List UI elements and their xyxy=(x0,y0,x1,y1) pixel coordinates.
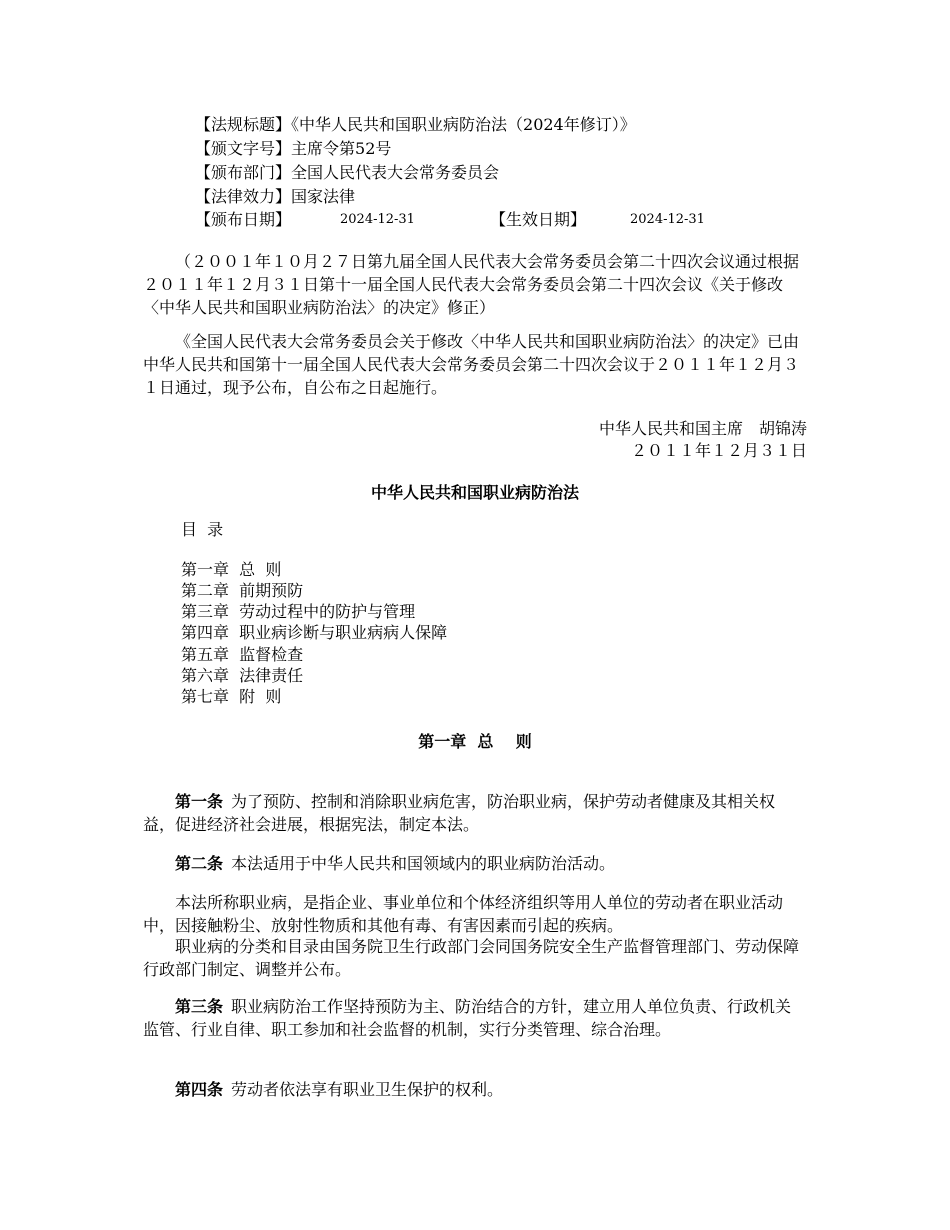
meta-effective-label: 【生效日期】 xyxy=(490,210,587,229)
meta-title-row xyxy=(195,114,636,136)
meta-dept-row xyxy=(195,162,499,184)
meta-effect-label: 【法律效力】 xyxy=(195,187,292,206)
meta-docno-value: 主席令第52号 xyxy=(291,139,392,158)
toc-chapter-2: 第二章 前期预防 xyxy=(181,581,304,600)
meta-dates-row xyxy=(195,209,755,231)
announcement-text: 《全国人民代表大会常务委员会关于修改〈中华人民共和国职业病防治法〉的决定》已由中华人民共和国第十一届全国人民代表大会常务委员会第二十四次会议于２０１１年１２月３１日通过，现予公布，自公布之日起施行。 xyxy=(143,332,800,397)
toc-chapter-5: 第五章 监督检查 xyxy=(181,645,304,664)
article-2-text: 本法适用于中华人民共和国领域内的职业病防治活动。 xyxy=(231,854,616,873)
toc-chapter-4: 第四章 职业病诊断与职业病病人保障 xyxy=(181,623,448,642)
meta-issue-label: 【颁布日期】 xyxy=(195,210,292,229)
article-2-para-2 xyxy=(143,891,807,937)
article-3-label: 第三条 xyxy=(175,997,224,1016)
article-2-para-3 xyxy=(143,935,807,981)
article-4 xyxy=(143,1078,807,1101)
chapter-1-title: 第一章 总 则 xyxy=(418,732,532,751)
announcement xyxy=(143,330,807,399)
article-2 xyxy=(143,852,807,875)
meta-dept-value: 全国人民代表大会常务委员会 xyxy=(291,163,500,182)
article-2-para-3-text: 职业病的分类和目录由国务院卫生行政部门会同国务院安全生产监督管理部门、劳动保障行政部门制定、调整并公布。 xyxy=(143,937,800,979)
meta-docno-row xyxy=(195,138,391,160)
meta-effect-value: 国家法律 xyxy=(291,187,356,206)
toc-chapter-1: 第一章 总 则 xyxy=(181,560,282,579)
history-text: （２００１年１０月２７日第九届全国人民代表大会常务委员会第二十四次会议通过根据２０１１年１２月３１日第十一届全国人民代表大会常务委员会第二十四次会议《关于修改〈中华人民共和国职业病防治法〉的决定》修正） xyxy=(143,252,800,317)
article-4-text: 劳动者依法享有职业卫生保护的权利。 xyxy=(231,1080,504,1099)
article-1-label: 第一条 xyxy=(175,792,224,811)
meta-effect-row xyxy=(195,186,355,208)
toc-chapter-6: 第六章 法律责任 xyxy=(181,666,304,685)
article-2-label: 第二条 xyxy=(175,854,224,873)
meta-title-label: 【法规标题】 xyxy=(195,115,292,134)
article-1 xyxy=(143,790,807,836)
toc-chapter-7: 第七章 附 则 xyxy=(181,687,282,706)
meta-issue-value: 2024-12-31 xyxy=(340,212,415,227)
meta-title-value: 《中华人民共和国职业病防治法（2024年修订）》 xyxy=(291,115,636,134)
meta-dept-label: 【颁布部门】 xyxy=(195,163,292,182)
meta-docno-label: 【颁文字号】 xyxy=(195,139,292,158)
signature-signer: 中华人民共和国主席 胡锦涛 xyxy=(598,419,807,438)
meta-effective-value: 2024-12-31 xyxy=(630,212,705,227)
article-2-para-2-text: 本法所称职业病，是指企业、事业单位和个体经济组织等用人单位的劳动者在职业活动中，因接触粉尘、放射性物质和其他有毒、有害因素而引起的疾病。 xyxy=(143,893,784,935)
article-1-text: 为了预防、控制和消除职业病危害，防治职业病，保护劳动者健康及其相关权益，促进经济社会进展，根据宪法，制定本法。 xyxy=(143,792,776,834)
toc-chapter-3: 第三章 劳动过程中的防护与管理 xyxy=(181,602,416,621)
article-3-text: 职业病防治工作坚持预防为主、防治结合的方针，建立用人单位负责、行政机关监管、行业自律、职工参加和社会监督的机制，实行分类管理、综合治理。 xyxy=(143,997,792,1039)
article-3 xyxy=(143,995,807,1041)
toc-heading: 目 录 xyxy=(181,520,224,539)
law-title: 中华人民共和国职业病防治法 xyxy=(370,483,579,502)
signature-date: ２０１１年１２月３１日 xyxy=(630,441,807,460)
article-4-label: 第四条 xyxy=(175,1080,224,1099)
history-note xyxy=(143,250,807,319)
